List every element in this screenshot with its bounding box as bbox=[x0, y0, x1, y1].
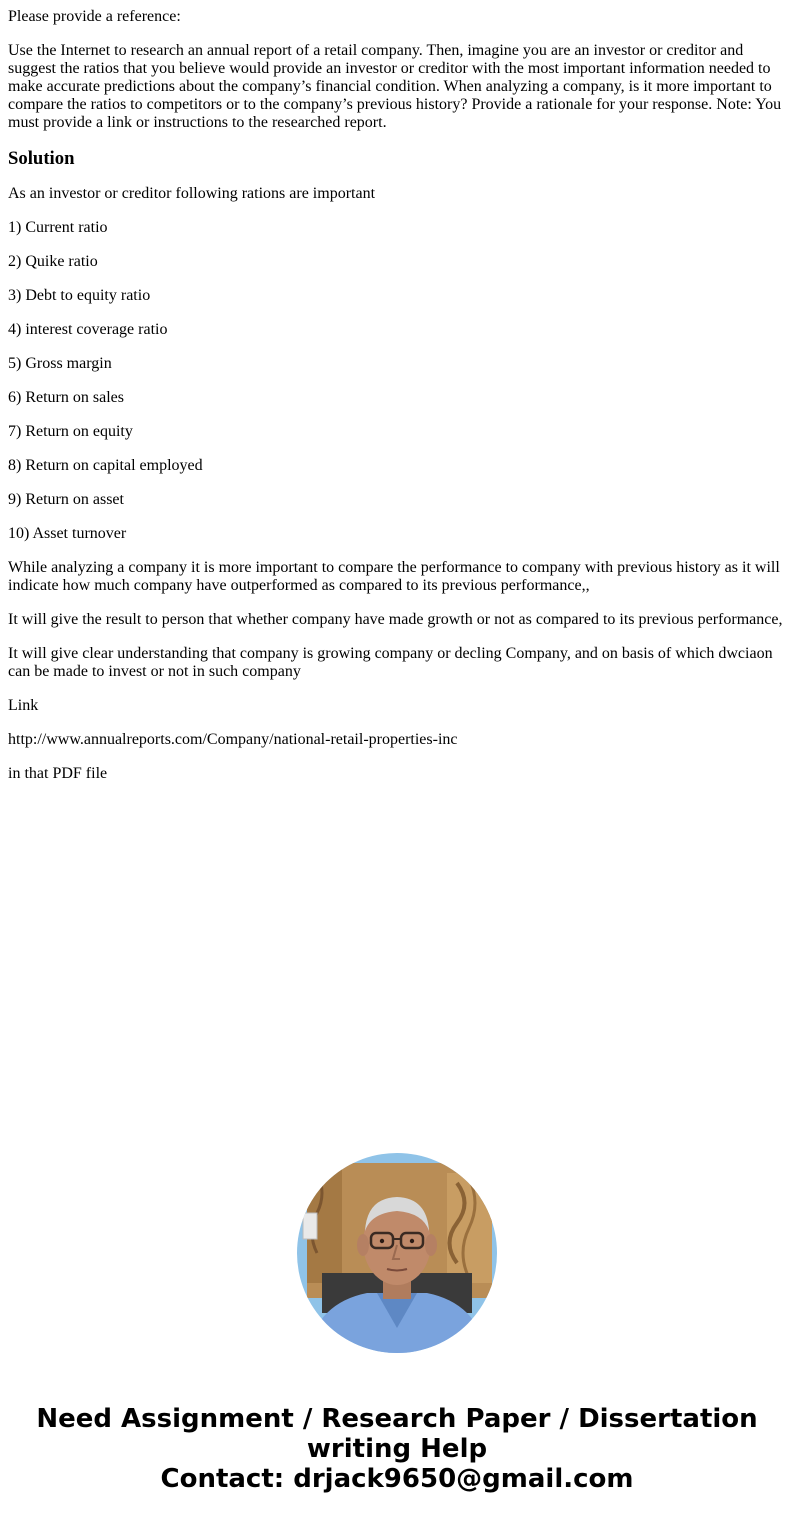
document-content bbox=[8, 8, 786, 799]
question-intro: Please provide a reference: bbox=[8, 8, 181, 25]
analysis-paragraph: It will give the result to person that whether company have made growth or not as compared to its previous performance, bbox=[8, 611, 783, 628]
ratio-item: 1) Current ratio bbox=[8, 219, 108, 236]
analysis-paragraph: While analyzing a company it is more important to compare the performance to company with previous history as it will indicate how much company have outperformed as compared to its previous performance,, bbox=[8, 559, 780, 594]
report-link-text: http://www.annualreports.com/Company/national-retail-properties-inc bbox=[8, 731, 458, 748]
solution-heading: Solution bbox=[8, 148, 75, 169]
analysis-paragraph: It will give clear understanding that company is growing company or decling Company, and on basis of which dwciaon can be made to invest or not in such company bbox=[8, 645, 773, 680]
ratio-item: 9) Return on asset bbox=[8, 491, 124, 508]
question-body: Use the Internet to research an annual report of a retail company. Then, imagine you are an investor or creditor and suggest the ratios that you believe would provide an investor or creditor with the most important information needed to make accurate predictions about the company’s financial condition. When analyzing a company, is it more important to compare the ratios to competitors or to the company’s previous history? Provide a rationale for your response. Note: You must provide a link or instructions to the researched report. bbox=[8, 42, 782, 131]
link-label: Link bbox=[8, 697, 39, 714]
ratio-item: 2) Quike ratio bbox=[8, 253, 98, 270]
ratio-item: 5) Gross margin bbox=[8, 355, 112, 372]
footer-banner bbox=[0, 1404, 794, 1494]
ratio-item: 10) Asset turnover bbox=[8, 525, 127, 542]
solution-lead: As an investor or creditor following rations are important bbox=[8, 185, 376, 202]
footer-line-1: Need Assignment / Research Paper / Dissertation bbox=[36, 1404, 758, 1434]
ratio-item: 8) Return on capital employed bbox=[8, 457, 203, 474]
author-avatar bbox=[297, 1153, 497, 1353]
ratio-item: 7) Return on equity bbox=[8, 423, 133, 440]
closing-note: in that PDF file bbox=[8, 765, 108, 782]
footer-contact: Contact: drjack9650@gmail.com bbox=[160, 1464, 634, 1494]
footer-line-2: writing Help bbox=[306, 1434, 488, 1464]
ratio-item: 3) Debt to equity ratio bbox=[8, 287, 151, 304]
ratio-item: 6) Return on sales bbox=[8, 389, 124, 406]
ratio-item: 4) interest coverage ratio bbox=[8, 321, 168, 338]
avatar-portrait-illustration bbox=[297, 1153, 497, 1353]
